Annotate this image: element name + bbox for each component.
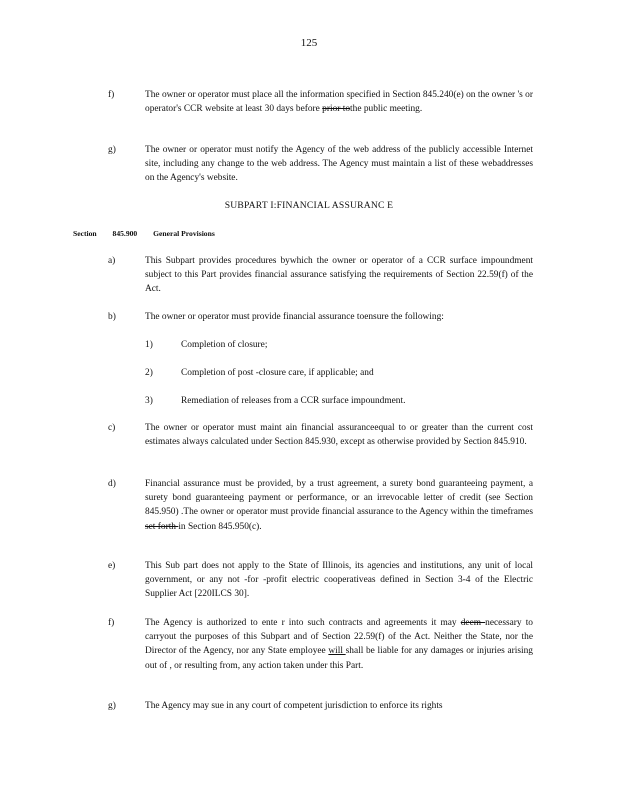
paragraph-label: f) [108, 90, 115, 100]
section-heading [73, 229, 229, 238]
paragraph-text: This Subpart provides procedures bywhich the owner or operator of a CCR surface impoundment subject to this Part provides financial assurance satisfying the requirements of Section 22.59(f) of the Act. [145, 256, 533, 295]
section-word: Section [73, 229, 97, 238]
paragraph-text: The owner or operator must maint ain financial assuranceequal to or greater than the current cost estimates always calculated under Section 845.930, except as otherwise provided by Section 845.910. [145, 423, 533, 448]
paragraph-text: This Sub part does not apply to the State of Illinois, its agencies and institutions, any unit of local government, or any not -for -profit electric cooperativeas defined in Section 3-4 of the Electric Supplier Act [220ILCS 30]. [145, 561, 533, 600]
subitem-text: Completion of closure; [181, 340, 268, 350]
section-title: General Provisions [153, 229, 215, 238]
paragraph-label: d) [108, 479, 116, 489]
paragraph-text: The owner or operator must provide financial assurance toensure the following: [145, 312, 444, 322]
underlined-text: will [328, 646, 346, 657]
subpart-heading: SUBPART I:FINANCIAL ASSURANC E [224, 200, 394, 211]
section-number: 845.900 [112, 229, 138, 238]
paragraph-text: The owner or operator must place all the information specified in Section 845.240(e) on the owner 's or operator's CCR website at least 30 days before prior tothe public meeting. [145, 90, 533, 115]
paragraph-text: The Agency is authorized to ente r into such contracts and agreements it may deem necessary to carryout the purposes of this Subpart and of Section 22.59(f) of the Act. Neither the State, nor the Director of the Agency, nor any State employee will shall be liable for any damages or injuries arising out of , or resulting from, any action taken under this Part. [145, 618, 533, 671]
paragraph-label: a) [108, 256, 116, 266]
paragraph-label: g) [108, 145, 116, 155]
paragraph-label: b) [108, 312, 116, 322]
paragraph-text: Financial assurance must be provided, by a trust agreement, a surety bond guaranteeing payment, a surety bond guaranteeing payment or performance, or an irrevocable letter of credit (see Section 845.950) .The owner or operator must provide financial assurance to the Agency within the timeframes set forth in Section 845.950(c). [145, 479, 533, 532]
paragraph-label: g) [108, 701, 116, 711]
struck-text: deem [460, 618, 486, 628]
paragraph-label: e) [108, 561, 116, 571]
paragraph-text: The Agency may sue in any court of competent jurisdiction to enforce its rights [145, 701, 443, 711]
struck-text: prior to [322, 104, 351, 115]
paragraph-label: c) [108, 423, 116, 433]
subitem-label: 2) [145, 368, 153, 378]
paragraph-text: The owner or operator must notify the Agency of the web address of the publicly accessible Internet site, including any change to the web address. The Agency must maintain a list of these webaddresses on the Agency's website. [145, 145, 533, 184]
subitem-label: 3) [145, 396, 153, 406]
paragraph-label: f) [108, 618, 115, 628]
subitem-text: Completion of post -closure care, if applicable; and [181, 368, 374, 378]
struck-text: set forth [145, 521, 179, 532]
page-number: 125 [300, 37, 318, 49]
subitem-text: Remediation of releases from a CCR surface impoundment. [181, 396, 406, 406]
subitem-label: 1) [145, 340, 153, 350]
